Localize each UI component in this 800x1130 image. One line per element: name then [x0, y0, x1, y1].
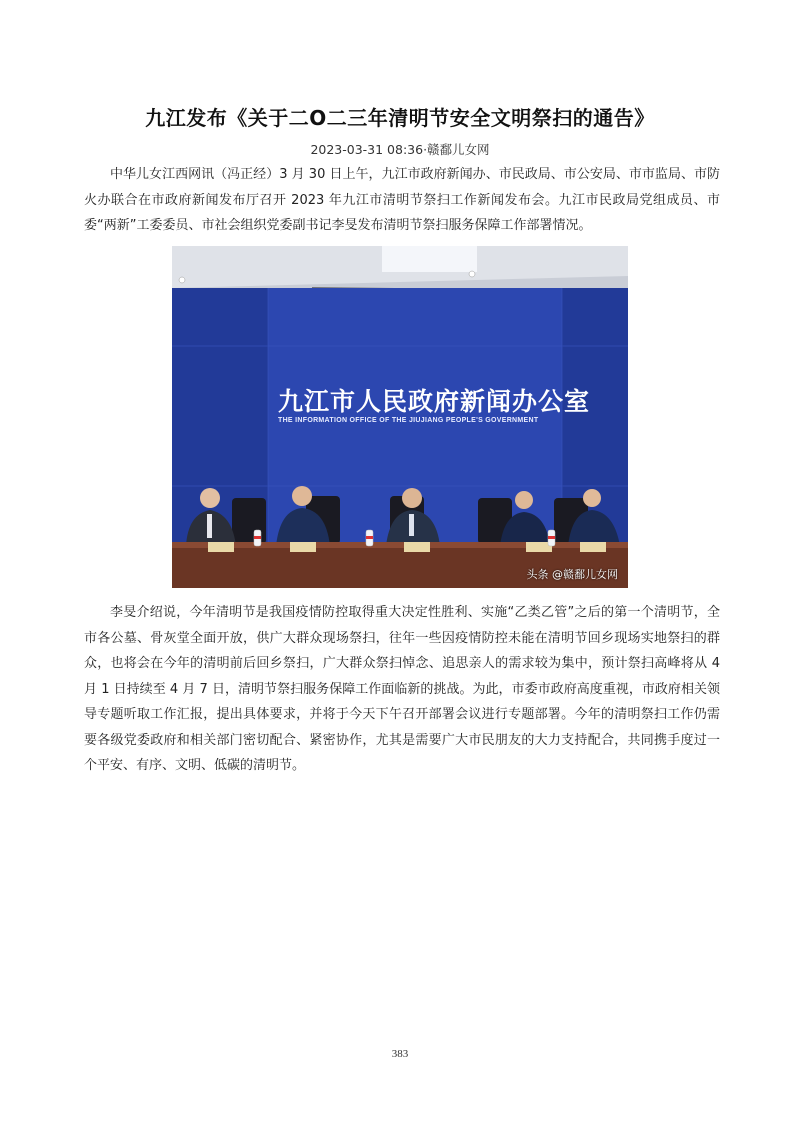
paragraph-intro: 中华儿女江西网讯（冯正经）3 月 30 日上午，九江市政府新闻办、市民政局、市公安局、市市监局、市防火办联合在市政府新闻发布厅召开 2023 年九江市清明节祭扫工作新闻发布会。九江市民政局党组成员、市委“两新”工委委员、市社会组织党委副书记李旻发布清明节祭扫服务保障工作部署情况。: [84, 167, 720, 233]
paragraph-body: 李旻介绍说，今年清明节是我国疫情防控取得重大决定性胜利、实施“乙类乙管”之后的第一个清明节，全市各公墓、骨灰堂全面开放，供广大群众现场祭扫，往年一些因疫情防控未能在清明节回乡现场实地祭扫的群众，也将会在今年的清明前后回乡祭扫，广大群众祭扫悼念、追思亲人的需求较为集中，预计祭扫高峰将从 4 月 1 日持续至 4 月 7 日，清明节祭扫服务保障工作面临新的挑战。为此，市委市政府高度重视，市政府相关领导专题听取工作汇报，提出具体要求，并将于今天下午召开部署会议进行专题部署。今年的清明祭扫工作仍需要各级党委政府和相关部门密切配合、紧密协作，尤其是需要广大市民朋友的大力支持配合，共同携手度过一个平安、有序、文明、低碳的清明节。: [84, 605, 720, 773]
press-conference-photo: [172, 246, 628, 588]
article-title: 九江发布《关于二O二三年清明节安全文明祭扫的通告》: [145, 106, 655, 130]
photo-watermark: 头条 @赣鄱儿女网: [526, 568, 618, 581]
page-number: 383: [391, 1048, 409, 1060]
backdrop-title-en: THE INFORMATION OFFICE OF THE JIUJIANG PEOPLE'S GOVERNMENT: [278, 417, 539, 424]
article-meta: 2023-03-31 08:36·赣鄱儿女网: [310, 142, 490, 157]
backdrop-title-cn: 九江市人民政府新闻办公室: [278, 387, 591, 416]
